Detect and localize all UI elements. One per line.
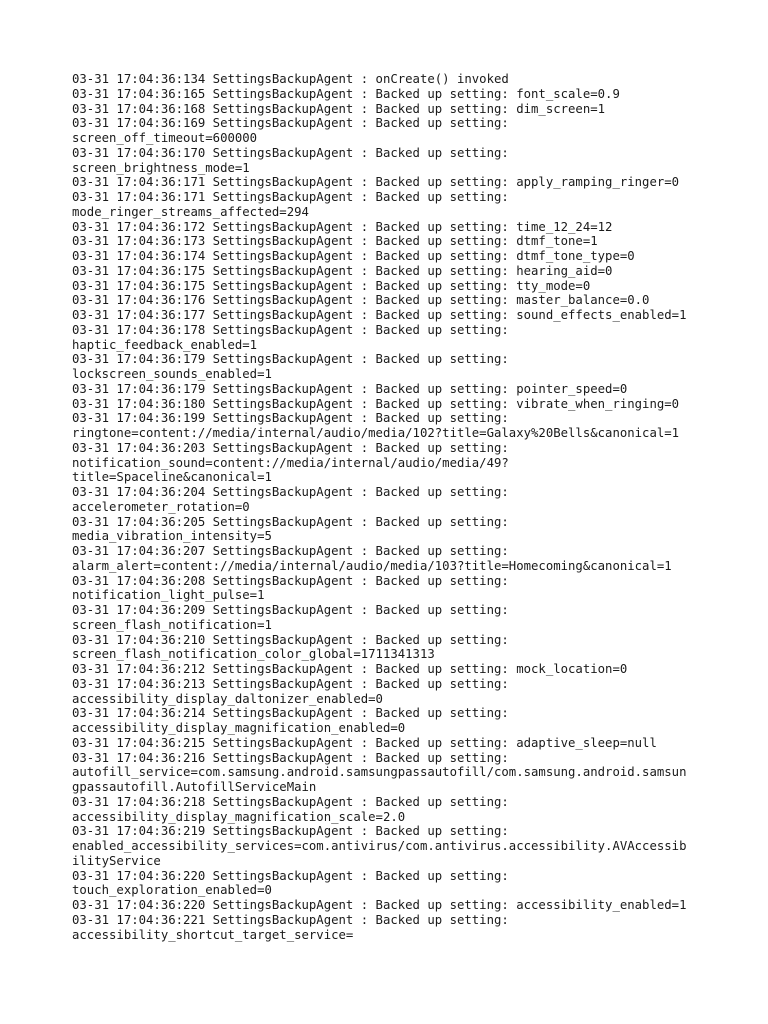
log-line: 03-31 17:04:36:175 SettingsBackupAgent : Backed up setting: tty_mode=0 [72, 278, 591, 293]
log-document [72, 72, 712, 942]
log-line: 03-31 17:04:36:204 SettingsBackupAgent : Backed up setting: [72, 485, 509, 499]
log-line: ringtone=content://media/internal/audio/media/102?title=Galaxy%20Bells&canonical=1 [72, 426, 680, 440]
log-line: 03-31 17:04:36:208 SettingsBackupAgent : Backed up setting: [72, 573, 509, 588]
log-line: 03-31 17:04:36:176 SettingsBackupAgent : Backed up setting: master_balance=0.0 [72, 293, 650, 308]
log-line: 03-31 17:04:36:175 SettingsBackupAgent : Backed up setting: hearing_aid=0 [72, 263, 613, 278]
log-line: 03-31 17:04:36:210 SettingsBackupAgent : Backed up setting: [72, 632, 509, 647]
log-line: haptic_feedback_enabled=1 [72, 337, 258, 352]
log-line: 03-31 17:04:36:134 SettingsBackupAgent : onCreate() invoked [72, 72, 509, 86]
log-line: ilityService [72, 853, 161, 868]
log-line: 03-31 17:04:36:168 SettingsBackupAgent : Backed up setting: dim_screen=1 [72, 101, 606, 116]
log-line: 03-31 17:04:36:178 SettingsBackupAgent : Backed up setting: [72, 322, 509, 337]
log-line: 03-31 17:04:36:215 SettingsBackupAgent : Backed up setting: adaptive_sleep=null [72, 735, 657, 750]
log-line: title=Spaceline&canonical=1 [72, 470, 272, 485]
log-line: 03-31 17:04:36:174 SettingsBackupAgent : Backed up setting: dtmf_tone_type=0 [72, 249, 635, 263]
log-line: screen_flash_notification_color_global=1711341313 [72, 647, 435, 662]
log-line: 03-31 17:04:36:212 SettingsBackupAgent : Backed up setting: mock_location=0 [72, 662, 628, 676]
log-line: accessibility_display_daltonizer_enabled=0 [72, 691, 383, 706]
log-line: 03-31 17:04:36:179 SettingsBackupAgent : Backed up setting: pointer_speed=0 [72, 381, 628, 396]
log-line: 03-31 17:04:36:199 SettingsBackupAgent : Backed up setting: [72, 411, 509, 426]
log-line: 03-31 17:04:36:220 SettingsBackupAgent : Backed up setting: [72, 868, 509, 883]
log-line: gpassautofill.AutofillServiceMain [72, 780, 317, 794]
log-line: 03-31 17:04:36:219 SettingsBackupAgent : Backed up setting: [72, 824, 509, 839]
log-line: accelerometer_rotation=0 [72, 499, 250, 514]
log-line: touch_exploration_enabled=0 [72, 883, 272, 898]
log-line: 03-31 17:04:36:216 SettingsBackupAgent : Backed up setting: [72, 750, 509, 765]
log-line: accessibility_shortcut_target_service= [72, 927, 354, 942]
log-line: 03-31 17:04:36:221 SettingsBackupAgent : Backed up setting: [72, 912, 509, 927]
log-line: 03-31 17:04:36:220 SettingsBackupAgent : Backed up setting: accessibility_enabled=1 [72, 898, 687, 912]
log-line: 03-31 17:04:36:177 SettingsBackupAgent : Backed up setting: sound_effects_enabled=1 [72, 308, 687, 322]
log-line: 03-31 17:04:36:173 SettingsBackupAgent : Backed up setting: dtmf_tone=1 [72, 234, 598, 249]
log-line: 03-31 17:04:36:170 SettingsBackupAgent : Backed up setting: [72, 145, 509, 160]
log-line: lockscreen_sounds_enabled=1 [72, 367, 272, 381]
log-line: 03-31 17:04:36:180 SettingsBackupAgent : Backed up setting: vibrate_when_ringing=0 [72, 396, 680, 411]
log-line: 03-31 17:04:36:169 SettingsBackupAgent : Backed up setting: [72, 116, 509, 131]
log-line: autofill_service=com.samsung.android.samsungpassautofill/com.samsung.android.samsun [72, 765, 687, 780]
log-line: mode_ringer_streams_affected=294 [72, 204, 309, 219]
log-line: media_vibration_intensity=5 [72, 529, 272, 544]
log-line: accessibility_display_magnification_scale=2.0 [72, 809, 406, 824]
log-line: screen_brightness_mode=1 [72, 160, 250, 175]
log-line: 03-31 17:04:36:179 SettingsBackupAgent : Backed up setting: [72, 352, 509, 367]
log-line: 03-31 17:04:36:214 SettingsBackupAgent : Backed up setting: [72, 706, 509, 721]
log-line: 03-31 17:04:36:172 SettingsBackupAgent : Backed up setting: time_12_24=12 [72, 219, 613, 234]
log-line: screen_flash_notification=1 [72, 617, 272, 632]
log-line: notification_sound=content://media/internal/audio/media/49? [72, 455, 509, 470]
log-line: 03-31 17:04:36:218 SettingsBackupAgent : Backed up setting: [72, 794, 509, 809]
log-line: 03-31 17:04:36:205 SettingsBackupAgent : Backed up setting: [72, 514, 509, 529]
log-line: accessibility_display_magnification_enabled=0 [72, 721, 406, 735]
log-line: alarm_alert=content://media/internal/audio/media/103?title=Homecoming&canonical=1 [72, 558, 672, 573]
log-line: notification_light_pulse=1 [72, 588, 265, 603]
log-line: screen_off_timeout=600000 [72, 131, 258, 145]
log-line: 03-31 17:04:36:171 SettingsBackupAgent : Backed up setting: [72, 190, 509, 204]
log-line: 03-31 17:04:36:207 SettingsBackupAgent : Backed up setting: [72, 544, 509, 558]
log-line: 03-31 17:04:36:165 SettingsBackupAgent : Backed up setting: font_scale=0.9 [72, 86, 620, 101]
log-line: 03-31 17:04:36:209 SettingsBackupAgent : Backed up setting: [72, 603, 509, 617]
log-line: 03-31 17:04:36:203 SettingsBackupAgent : Backed up setting: [72, 440, 509, 455]
log-line: enabled_accessibility_services=com.antivirus/com.antivirus.accessibility.AVAccessib [72, 839, 687, 853]
log-line: 03-31 17:04:36:171 SettingsBackupAgent : Backed up setting: apply_ramping_ringer=0 [72, 175, 680, 190]
log-line: 03-31 17:04:36:213 SettingsBackupAgent : Backed up setting: [72, 676, 509, 691]
